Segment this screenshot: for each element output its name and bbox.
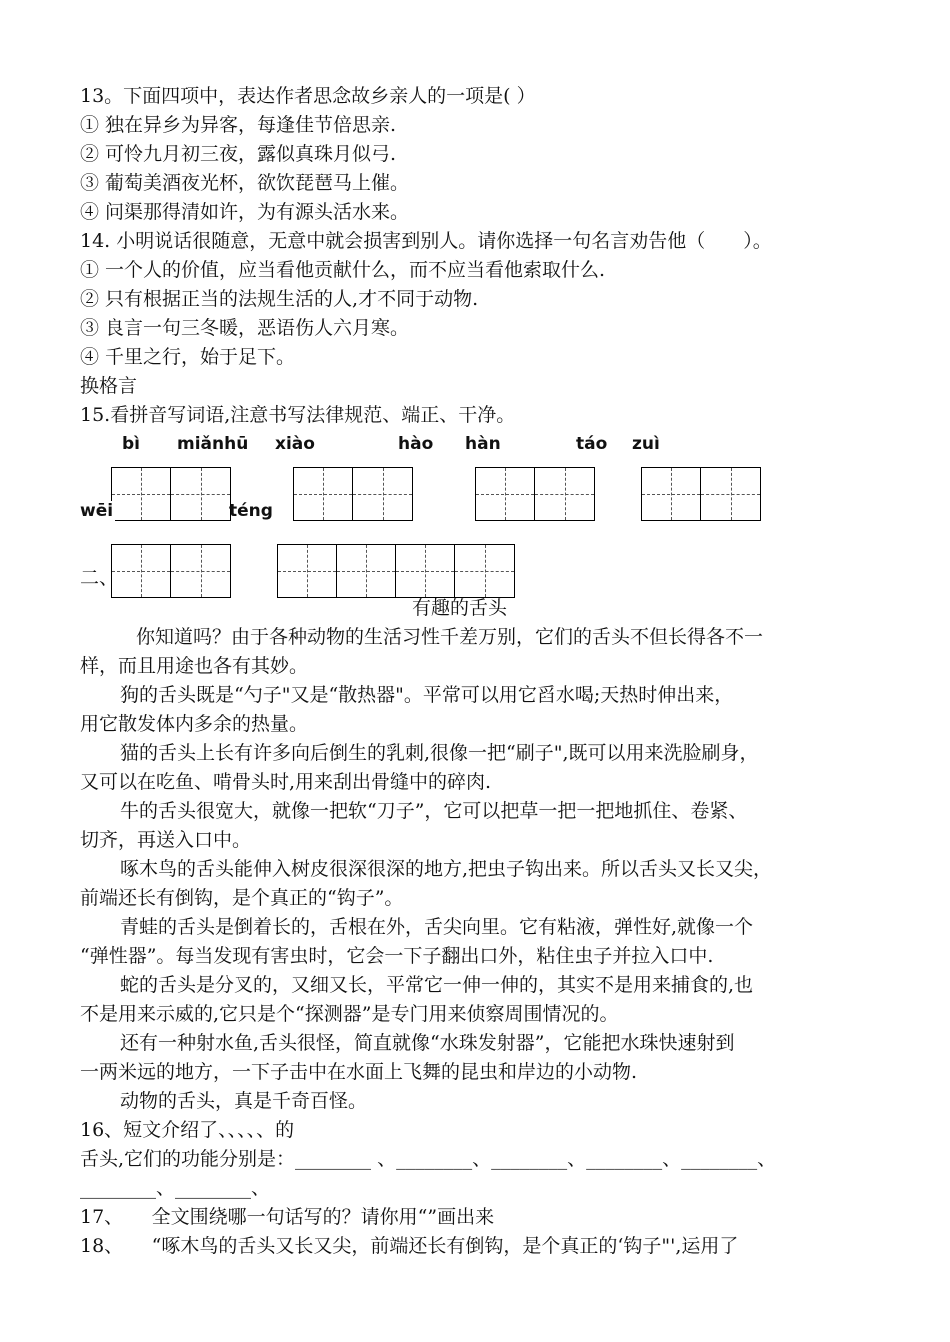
writing-grid-2[interactable] [293, 467, 413, 521]
writing-grid-5[interactable] [111, 544, 231, 598]
passage-line: 牛的舌头很宽大，就像一把软“刀子”，它可以把草一把一把地抓住、卷紧、 [120, 800, 748, 822]
q14-option-1: ① 一个人的价值，应当看他贡献什么，而不应当看他索取什么. [80, 259, 606, 281]
pinyin-wei: wēi [80, 501, 114, 521]
q14-option-3: ③ 良言一句三冬暖，恶语伤人六月寒。 [80, 317, 410, 339]
grid-cell[interactable] [476, 468, 535, 520]
passage-line: 动物的舌头，真是千奇百怪。 [120, 1090, 368, 1112]
grid-cell[interactable] [701, 468, 760, 520]
grid-cell[interactable] [396, 545, 455, 597]
passage-line: 还有一种射水鱼,舌头很怪，简直就像“水珠发射器”，它能把水珠快速射到 [120, 1032, 735, 1054]
passage-line: 青蛙的舌头是倒着长的，舌根在外，舌尖向里。它有粘液，弹性好,就像一个 [120, 916, 754, 938]
q13-option-1: ① 独在异乡为异客，每逢佳节倍思亲. [80, 114, 397, 136]
grid-cell[interactable] [171, 545, 230, 597]
grid-cell[interactable] [353, 468, 412, 520]
passage-line: 蛇的舌头是分叉的，又细又长，平常它一伸一伸的，其实不是用来捕食的,也 [120, 974, 754, 996]
pinyin-han: hàn [465, 434, 501, 454]
grid-cell[interactable] [278, 545, 337, 597]
q14-option-4: ④ 千里之行，始于足下。 [80, 346, 296, 368]
pinyin-bi: bì [122, 434, 140, 454]
writing-grid-6[interactable] [277, 544, 515, 598]
passage-line: 啄木鸟的舌头能伸入树皮很深很深的地方,把虫子钩出来。所以舌头又长又尖， [120, 858, 773, 880]
passage-line: 切齐，再送入口中。 [80, 829, 252, 851]
q14-question: 14. 小明说话很随意，无意中就会损害到别人。请你选择一句名言劝告他（ ）。 [80, 230, 772, 252]
grid-cell[interactable] [535, 468, 594, 520]
grid-cell[interactable] [337, 545, 396, 597]
q13-question: 13。下面四项中，表达作者思念故乡亲人的一项是( ） [80, 85, 536, 107]
passage-line: 用它散发体内多余的热量。 [80, 713, 309, 735]
passage-line: “弹性器”。每当发现有害虫时，它会一下子翻出口外，粘住虫子并拉入口中. [80, 945, 714, 967]
grid-cell[interactable] [112, 468, 171, 520]
grid-cell[interactable] [112, 545, 171, 597]
q18-question: 18、 “啄木鸟的舌头又长又尖，前端还长有倒钩，是个真正的‘钩子"',运用了 [80, 1235, 739, 1257]
pinyin-hao: hào [398, 434, 434, 454]
passage-line: 又可以在吃鱼、啃骨头时,用来刮出骨缝中的碎肉. [80, 771, 492, 793]
q17-question: 17、 全文围绕哪一句话写的？请你用“”画出来 [80, 1206, 495, 1228]
writing-grid-3[interactable] [475, 467, 595, 521]
section-two-label: 二、 [80, 567, 119, 589]
grid-cell[interactable] [642, 468, 701, 520]
q16-line-2: 舌头,它们的功能分别是：________ 、________、________、________、________、 [80, 1148, 777, 1170]
pinyin-zui: zuì [632, 434, 660, 454]
passage-line: 一两米远的地方，一下子击中在水面上飞舞的昆虫和岸边的小动物. [80, 1061, 638, 1083]
writing-grid-1[interactable] [111, 467, 231, 521]
grid-cell[interactable] [171, 468, 230, 520]
grid-cell[interactable] [294, 468, 353, 520]
passage-line: 前端还长有倒钩，是个真正的“钩子”。 [80, 887, 404, 909]
q15-question: 15.看拼音写词语,注意书写法律规范、端正、干净。 [80, 404, 516, 426]
passage-line: 猫的舌头上长有许多向后倒生的乳刺,很像一把“刷子",既可以用来洗脸刷身， [120, 742, 759, 764]
note-change-motto: 换格言 [80, 375, 138, 397]
q13-option-2: ② 可怜九月初三夜，露似真珠月似弓. [80, 143, 397, 165]
q16-line-1: 16、短文介绍了、、、、、的 [80, 1119, 295, 1141]
passage-title: 有趣的舌头 [412, 597, 508, 619]
pinyin-mianhu: miǎnhū [177, 434, 249, 454]
passage-line: 样，而且用途也各有其妙。 [80, 655, 309, 677]
grid-cell[interactable] [455, 545, 514, 597]
pinyin-xiao: xiào [275, 434, 315, 454]
passage-line: 不是用来示威的,它只是个“探测器”是专门用来侦察周围情况的。 [80, 1003, 619, 1025]
q13-option-4: ④ 问渠那得清如许，为有源头活水来。 [80, 201, 410, 223]
pinyin-tao: táo [576, 434, 608, 454]
q16-line-3: ________、________、 [80, 1177, 271, 1199]
q13-option-3: ③ 葡萄美酒夜光杯，欲饮琵琶马上催。 [80, 172, 410, 194]
pinyin-teng: téng [229, 501, 273, 521]
passage-line: 狗的舌头既是“勺子"又是“散热器"。平常可以用它舀水喝;天热时伸出来， [120, 684, 734, 706]
writing-grid-4[interactable] [641, 467, 761, 521]
q14-option-2: ② 只有根据正当的法规生活的人,才不同于动物. [80, 288, 479, 310]
passage-line: 你知道吗？由于各种动物的生活习性千差万别，它们的舌头不但长得各不一 [136, 626, 764, 648]
